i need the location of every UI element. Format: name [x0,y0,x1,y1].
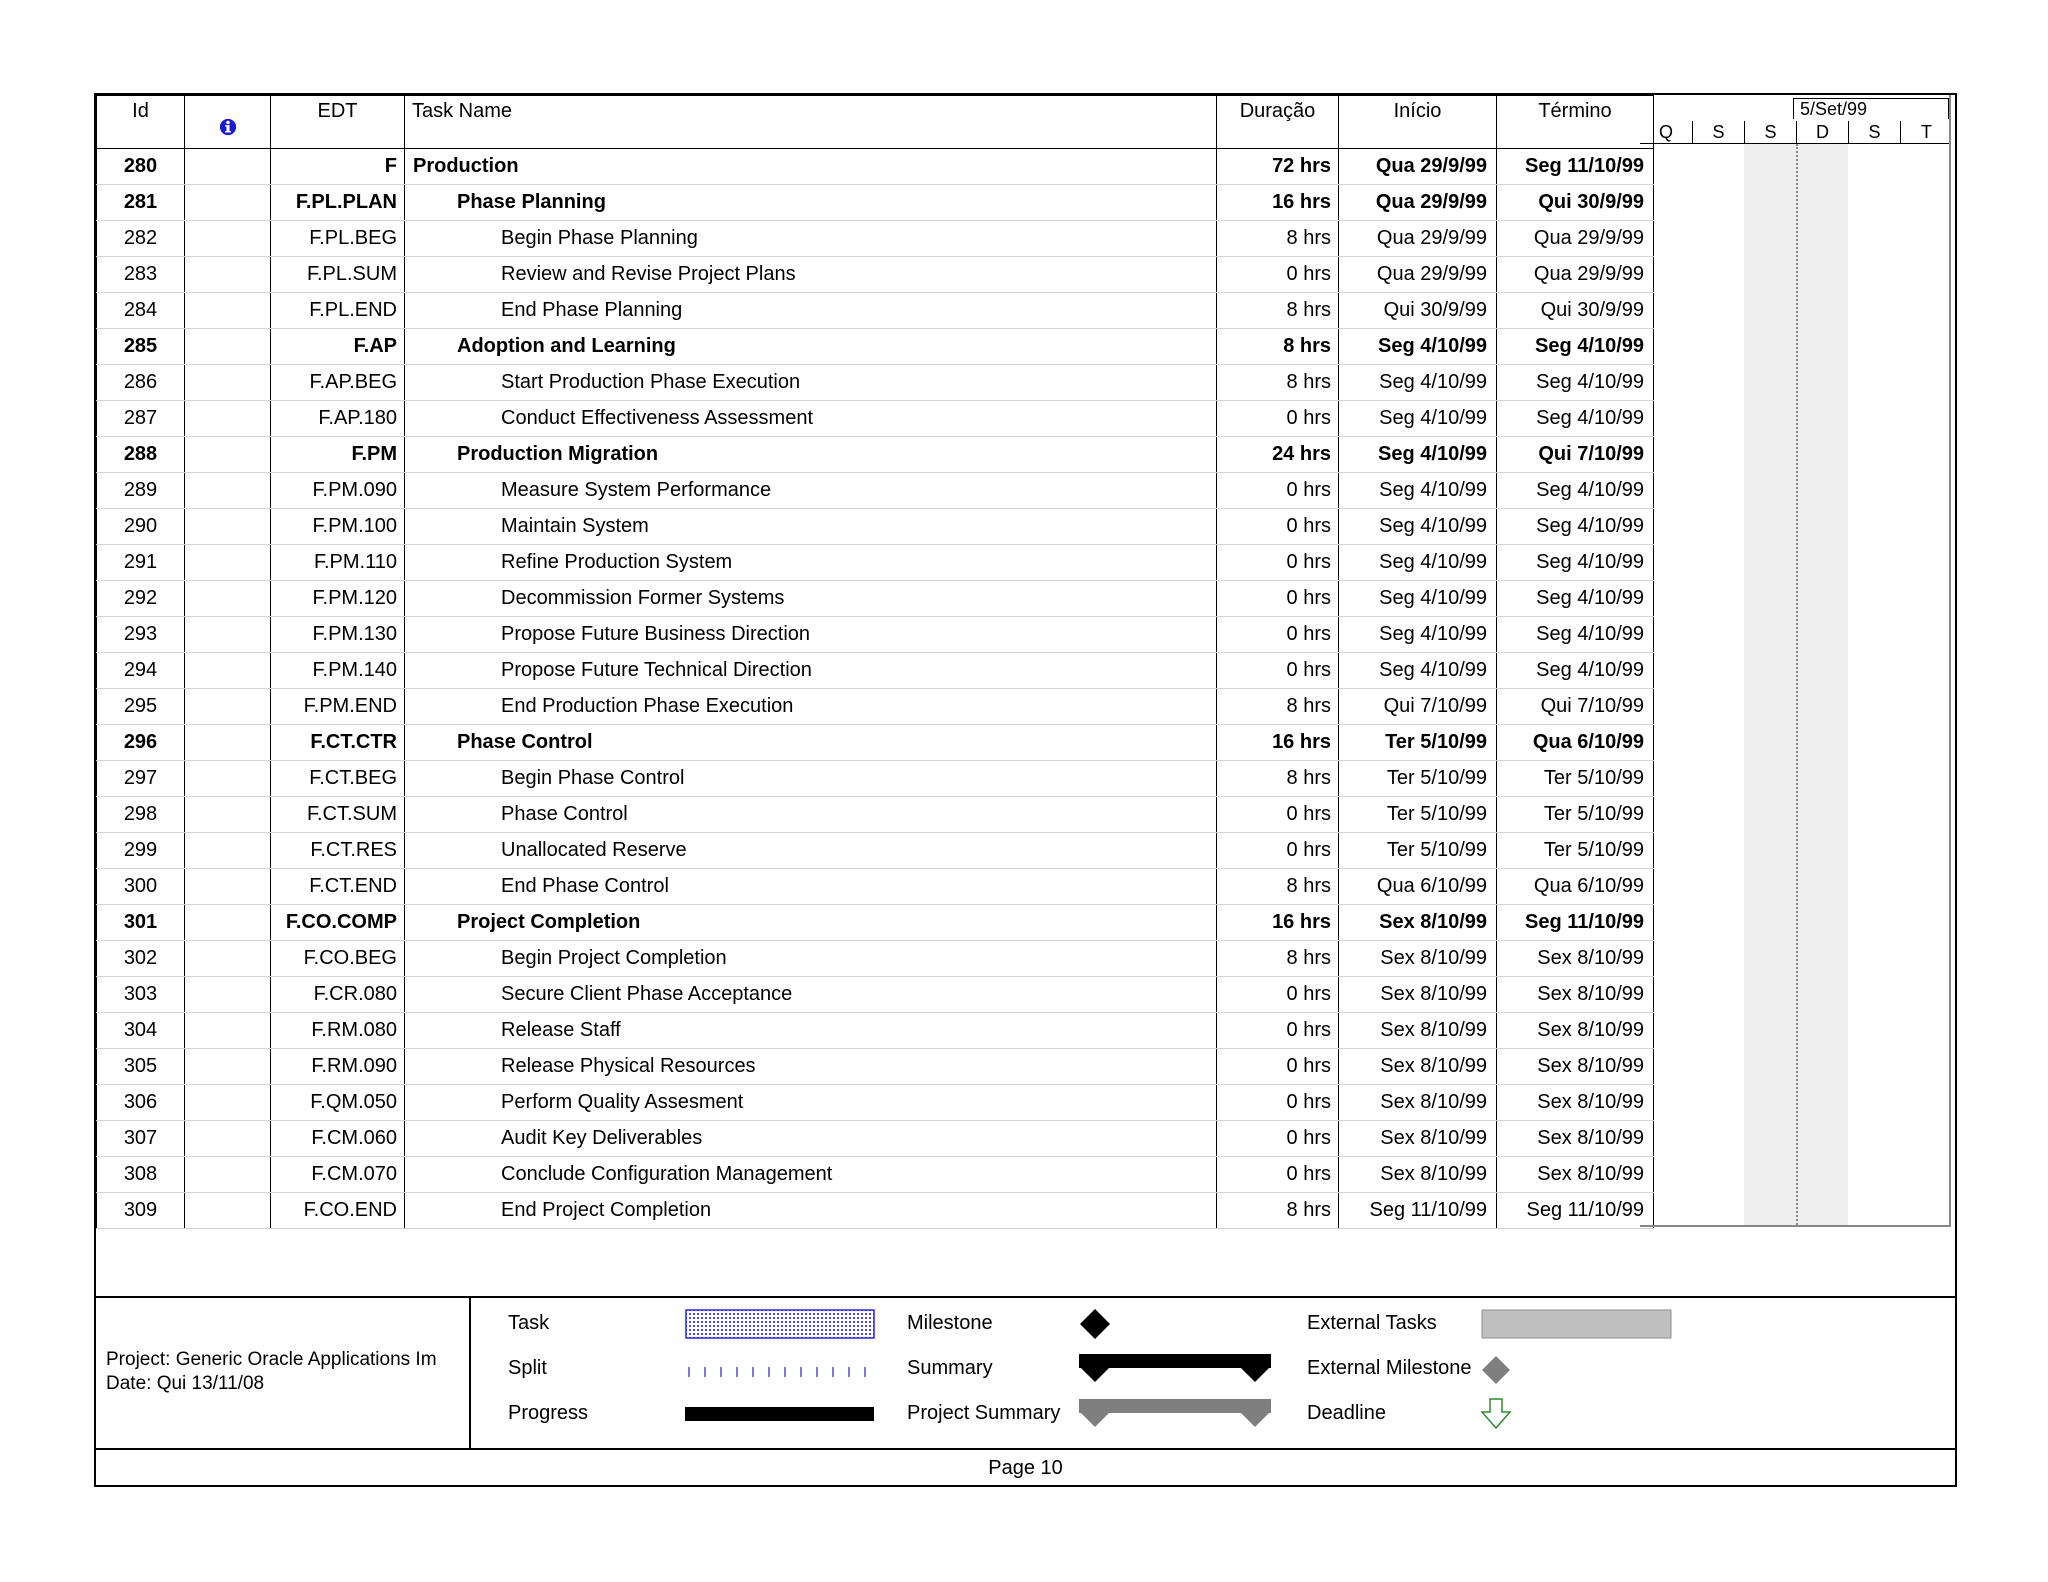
task-indicators [185,1049,271,1085]
task-row[interactable] [97,653,1654,689]
task-edt[interactable]: F.CT.END [271,869,405,905]
legend-progress-bar [685,1406,875,1422]
task-finish[interactable]: Seg 4/10/99 [1497,473,1654,509]
task-edt[interactable]: F.AP.BEG [271,365,405,401]
task-finish[interactable]: Sex 8/10/99 [1497,1013,1654,1049]
task-duration[interactable]: 8 hrs [1217,761,1339,797]
task-name[interactable]: Phase Control [405,797,1217,833]
task-edt[interactable]: F.PM.110 [271,545,405,581]
task-start[interactable]: Seg 4/10/99 [1339,509,1497,545]
task-start[interactable]: Seg 4/10/99 [1339,437,1497,473]
task-row[interactable] [97,401,1654,437]
task-row[interactable] [97,329,1654,365]
task-id[interactable]: 304 [97,1013,185,1049]
timescale-day: S [1692,121,1744,143]
task-row[interactable] [97,689,1654,725]
task-id[interactable]: 301 [97,905,185,941]
task-name[interactable]: Audit Key Deliverables [405,1121,1217,1157]
gantt-sheet [94,93,1957,1487]
col-header-finish[interactable]: Término [1497,96,1654,149]
task-duration[interactable]: 0 hrs [1217,1121,1339,1157]
task-row[interactable] [97,725,1654,761]
task-name[interactable]: Unallocated Reserve [405,833,1217,869]
task-id[interactable]: 290 [97,509,185,545]
task-finish[interactable]: Qua 6/10/99 [1497,725,1654,761]
task-edt[interactable]: F.CO.BEG [271,941,405,977]
task-start[interactable]: Sex 8/10/99 [1339,1049,1497,1085]
task-start[interactable]: Sex 8/10/99 [1339,1085,1497,1121]
task-duration[interactable]: 8 hrs [1217,365,1339,401]
task-row[interactable] [97,1013,1654,1049]
task-duration[interactable]: 8 hrs [1217,689,1339,725]
task-edt[interactable]: F.AP.180 [271,401,405,437]
task-duration[interactable]: 8 hrs [1217,293,1339,329]
task-indicators [185,473,271,509]
task-edt[interactable]: F.PM [271,437,405,473]
task-name[interactable]: Release Staff [405,1013,1217,1049]
task-duration[interactable]: 72 hrs [1217,149,1339,185]
task-duration[interactable]: 8 hrs [1217,1193,1339,1229]
task-edt[interactable]: F.CO.END [271,1193,405,1229]
page-number: Page 10 [988,1457,1063,1479]
task-indicators [185,977,271,1013]
project-name: Project: Generic Oracle Applications Im [106,1349,437,1370]
task-row[interactable] [97,1085,1654,1121]
task-start[interactable]: Sex 8/10/99 [1339,1013,1497,1049]
task-start[interactable]: Ter 5/10/99 [1339,761,1497,797]
task-name[interactable]: Start Production Phase Execution [405,365,1217,401]
task-finish[interactable]: Sex 8/10/99 [1497,941,1654,977]
task-row[interactable] [97,365,1654,401]
task-indicators [185,581,271,617]
legend-progress-label: Progress [508,1402,589,1424]
task-id[interactable]: 289 [97,473,185,509]
task-id[interactable]: 305 [97,1049,185,1085]
timescale-day: S [1744,121,1796,143]
task-id[interactable]: 282 [97,221,185,257]
task-indicators [185,653,271,689]
task-duration[interactable]: 16 hrs [1217,905,1339,941]
task-edt[interactable]: F.AP [271,329,405,365]
task-edt[interactable]: F.PM.120 [271,581,405,617]
legend-external-tasks-bar [1481,1309,1672,1339]
task-finish[interactable]: Sex 8/10/99 [1497,1049,1654,1085]
gantt-bottom-border [1640,1225,1951,1227]
info-icon [219,118,237,136]
legend-deadline-label: Deadline [1307,1402,1386,1424]
task-edt[interactable]: F.PM.100 [271,509,405,545]
task-name[interactable]: Propose Future Technical Direction [405,653,1217,689]
task-duration[interactable]: 8 hrs [1217,941,1339,977]
task-indicators [185,185,271,221]
legend-summary-label: Summary [907,1357,993,1379]
task-finish[interactable]: Ter 5/10/99 [1497,761,1654,797]
task-finish[interactable]: Qui 7/10/99 [1497,437,1654,473]
task-id[interactable]: 284 [97,293,185,329]
task-edt[interactable]: F.CT.RES [271,833,405,869]
task-duration[interactable]: 16 hrs [1217,185,1339,221]
project-info [96,1298,471,1448]
task-start[interactable]: Qua 29/9/99 [1339,185,1497,221]
task-start[interactable]: Seg 11/10/99 [1339,1193,1497,1229]
task-name[interactable]: Decommission Former Systems [405,581,1217,617]
task-start[interactable]: Sex 8/10/99 [1339,977,1497,1013]
legend-external-milestone-label: External Milestone [1307,1357,1472,1379]
task-indicators [185,401,271,437]
task-finish[interactable]: Qui 30/9/99 [1497,185,1654,221]
task-row[interactable] [97,221,1654,257]
task-row[interactable] [97,185,1654,221]
task-row[interactable] [97,1049,1654,1085]
task-start[interactable]: Ter 5/10/99 [1339,797,1497,833]
task-indicators [185,905,271,941]
legend-split-bar [685,1365,875,1379]
task-edt[interactable]: F.PM.130 [271,617,405,653]
legend-task-label: Task [508,1312,550,1334]
task-indicators [185,149,271,185]
task-name[interactable]: Perform Quality Assesment [405,1085,1217,1121]
task-finish[interactable]: Ter 5/10/99 [1497,797,1654,833]
task-duration[interactable]: 16 hrs [1217,725,1339,761]
legend-milestone-label: Milestone [907,1312,993,1334]
task-name[interactable]: Production [405,149,1217,185]
task-name[interactable]: Begin Phase Control [405,761,1217,797]
task-id[interactable]: 285 [97,329,185,365]
task-finish[interactable]: Qui 7/10/99 [1497,689,1654,725]
task-indicators [185,221,271,257]
task-name[interactable]: Propose Future Business Direction [405,617,1217,653]
timescale-day: S [1848,121,1900,143]
deadline-arrow-icon [1480,1397,1512,1431]
legend-split-label: Split [508,1357,547,1379]
col-header-indicators[interactable] [185,96,271,149]
task-finish[interactable]: Seg 11/10/99 [1497,1193,1654,1229]
task-indicators [185,869,271,905]
task-start[interactable]: Ter 5/10/99 [1339,833,1497,869]
col-header-edt[interactable]: EDT [271,96,405,149]
project-date: Date: Qui 13/11/08 [106,1373,265,1394]
task-finish[interactable]: Sex 8/10/99 [1497,1121,1654,1157]
task-name[interactable]: End Production Phase Execution [405,689,1217,725]
task-indicators [185,437,271,473]
task-id[interactable]: 286 [97,365,185,401]
task-edt[interactable]: F.RM.080 [271,1013,405,1049]
task-start[interactable]: Sex 8/10/99 [1339,941,1497,977]
task-duration[interactable]: 0 hrs [1217,473,1339,509]
task-name[interactable]: Refine Production System [405,545,1217,581]
task-duration[interactable]: 0 hrs [1217,653,1339,689]
task-start[interactable]: Seg 4/10/99 [1339,473,1497,509]
task-name[interactable]: Project Completion [405,905,1217,941]
task-id[interactable]: 281 [97,185,185,221]
task-start[interactable]: Sex 8/10/99 [1339,1121,1497,1157]
timescale-day: T [1900,121,1952,143]
col-header-id[interactable]: Id [97,96,185,149]
task-row[interactable] [97,545,1654,581]
task-row[interactable] [97,905,1654,941]
legend-summary-bar [1079,1352,1271,1384]
task-duration[interactable]: 0 hrs [1217,581,1339,617]
task-id[interactable]: 280 [97,149,185,185]
task-duration[interactable]: 0 hrs [1217,545,1339,581]
task-duration[interactable]: 8 hrs [1217,329,1339,365]
task-start[interactable]: Seg 4/10/99 [1339,617,1497,653]
col-header-start[interactable]: Início [1339,96,1497,149]
task-id[interactable]: 292 [97,581,185,617]
task-row[interactable] [97,473,1654,509]
task-indicators [185,329,271,365]
task-row[interactable] [97,869,1654,905]
task-duration[interactable]: 24 hrs [1217,437,1339,473]
task-duration[interactable]: 0 hrs [1217,509,1339,545]
task-start[interactable]: Seg 4/10/99 [1339,401,1497,437]
task-start[interactable]: Sex 8/10/99 [1339,905,1497,941]
task-id[interactable]: 288 [97,437,185,473]
task-edt[interactable]: F.CM.070 [271,1157,405,1193]
task-name[interactable]: Secure Client Phase Acceptance [405,977,1217,1013]
task-edt[interactable]: F [271,149,405,185]
task-edt[interactable]: F.CO.COMP [271,905,405,941]
task-start[interactable]: Qua 29/9/99 [1339,221,1497,257]
task-edt[interactable]: F.PL.BEG [271,221,405,257]
task-indicators [185,1085,271,1121]
task-start[interactable]: Seg 4/10/99 [1339,365,1497,401]
task-name[interactable]: End Phase Control [405,869,1217,905]
legend-project-summary-label: Project Summary [907,1402,1061,1424]
task-start[interactable]: Seg 4/10/99 [1339,329,1497,365]
task-indicators [185,257,271,293]
task-name[interactable]: End Project Completion [405,1193,1217,1229]
task-finish[interactable]: Qui 30/9/99 [1497,293,1654,329]
task-name[interactable]: Phase Planning [405,185,1217,221]
task-edt[interactable]: F.RM.090 [271,1049,405,1085]
task-name[interactable]: Conduct Effectiveness Assessment [405,401,1217,437]
task-id[interactable]: 307 [97,1121,185,1157]
task-start[interactable]: Seg 4/10/99 [1339,545,1497,581]
task-duration[interactable]: 8 hrs [1217,221,1339,257]
task-row[interactable] [97,509,1654,545]
task-duration[interactable]: 0 hrs [1217,401,1339,437]
task-id[interactable]: 283 [97,257,185,293]
task-indicators [185,941,271,977]
task-indicators [185,761,271,797]
task-indicators [185,617,271,653]
task-id[interactable]: 297 [97,761,185,797]
task-finish[interactable]: Seg 4/10/99 [1497,329,1654,365]
task-indicators [185,1121,271,1157]
task-indicators [185,1013,271,1049]
task-edt[interactable]: F.CT.BEG [271,761,405,797]
task-duration[interactable]: 0 hrs [1217,1013,1339,1049]
task-duration[interactable]: 8 hrs [1217,869,1339,905]
task-start[interactable]: Ter 5/10/99 [1339,725,1497,761]
task-finish[interactable]: Seg 4/10/99 [1497,617,1654,653]
task-id[interactable]: 303 [97,977,185,1013]
task-name[interactable]: End Phase Planning [405,293,1217,329]
task-finish[interactable]: Sex 8/10/99 [1497,1085,1654,1121]
task-indicators [185,509,271,545]
task-finish[interactable]: Seg 4/10/99 [1497,545,1654,581]
task-indicators [185,1193,271,1229]
task-indicators [185,365,271,401]
task-row[interactable] [97,941,1654,977]
task-row[interactable] [97,833,1654,869]
task-name[interactable]: Adoption and Learning [405,329,1217,365]
task-id[interactable]: 287 [97,401,185,437]
task-edt[interactable]: F.CT.SUM [271,797,405,833]
task-id[interactable]: 296 [97,725,185,761]
gantt-chart [1640,95,1951,1227]
task-id[interactable]: 302 [97,941,185,977]
task-duration[interactable]: 0 hrs [1217,617,1339,653]
legend-task-bar [685,1309,875,1339]
task-edt[interactable]: F.CM.060 [271,1121,405,1157]
timescale-week-label: 5/Set/99 [1793,98,1949,119]
task-finish[interactable]: Qua 29/9/99 [1497,257,1654,293]
task-row[interactable] [97,257,1654,293]
task-duration[interactable]: 0 hrs [1217,1085,1339,1121]
task-list [97,149,1654,1229]
task-id[interactable]: 299 [97,833,185,869]
task-name[interactable]: Review and Revise Project Plans [405,257,1217,293]
task-row[interactable] [97,1121,1654,1157]
task-edt[interactable]: F.PL.SUM [271,257,405,293]
task-start[interactable]: Sex 8/10/99 [1339,1157,1497,1193]
timescale-day: D [1796,121,1848,143]
task-finish[interactable]: Seg 4/10/99 [1497,653,1654,689]
task-edt[interactable]: F.CR.080 [271,977,405,1013]
task-edt[interactable]: F.PM.090 [271,473,405,509]
task-edt[interactable]: F.PL.END [271,293,405,329]
page-footer [96,1296,1955,1450]
task-edt[interactable]: F.PL.PLAN [271,185,405,221]
task-id[interactable]: 298 [97,797,185,833]
task-row[interactable] [97,293,1654,329]
task-finish[interactable]: Seg 4/10/99 [1497,365,1654,401]
task-start[interactable]: Qui 7/10/99 [1339,689,1497,725]
task-finish[interactable]: Qua 6/10/99 [1497,869,1654,905]
task-id[interactable]: 293 [97,617,185,653]
legend-external-tasks-label: External Tasks [1307,1312,1437,1334]
timescale-header [1640,95,1951,144]
task-finish[interactable]: Seg 4/10/99 [1497,509,1654,545]
external-milestone-diamond-icon [1480,1354,1512,1386]
task-indicators [185,833,271,869]
task-start[interactable]: Qua 6/10/99 [1339,869,1497,905]
task-indicators [185,725,271,761]
task-row[interactable] [97,617,1654,653]
task-edt[interactable]: F.CT.CTR [271,725,405,761]
task-table [96,95,1654,1229]
gantt-right-border [1949,95,1951,1227]
task-duration[interactable]: 0 hrs [1217,257,1339,293]
task-id[interactable]: 295 [97,689,185,725]
col-header-duration[interactable]: Duração [1217,96,1339,149]
task-id[interactable]: 291 [97,545,185,581]
timescale-days [1640,121,1951,143]
task-edt[interactable]: F.PM.140 [271,653,405,689]
timescale-day: Q [1658,122,1673,142]
task-row[interactable] [97,1157,1654,1193]
task-indicators [185,797,271,833]
task-edt[interactable]: F.PM.END [271,689,405,725]
task-indicators [185,1157,271,1193]
task-name[interactable]: Production Migration [405,437,1217,473]
task-duration[interactable]: 0 hrs [1217,1157,1339,1193]
task-finish[interactable]: Qua 29/9/99 [1497,221,1654,257]
milestone-diamond-icon [1079,1308,1111,1340]
task-indicators [185,545,271,581]
status-date-line [1796,144,1798,1225]
task-finish[interactable]: Seg 11/10/99 [1497,905,1654,941]
task-row[interactable] [97,1193,1654,1229]
task-finish[interactable]: Sex 8/10/99 [1497,977,1654,1013]
task-start[interactable]: Qua 29/9/99 [1339,257,1497,293]
task-row[interactable] [97,761,1654,797]
task-name[interactable]: Maintain System [405,509,1217,545]
task-finish[interactable]: Seg 4/10/99 [1497,581,1654,617]
task-row[interactable] [97,797,1654,833]
task-row[interactable] [97,149,1654,185]
task-start[interactable]: Qua 29/9/99 [1339,149,1497,185]
task-finish[interactable]: Seg 11/10/99 [1497,149,1654,185]
task-start[interactable]: Qui 30/9/99 [1339,293,1497,329]
table-header-row [97,96,1654,149]
task-finish[interactable]: Sex 8/10/99 [1497,1157,1654,1193]
task-indicators [185,689,271,725]
task-name[interactable]: Conclude Configuration Management [405,1157,1217,1193]
task-finish[interactable]: Seg 4/10/99 [1497,401,1654,437]
task-id[interactable]: 309 [97,1193,185,1229]
task-row[interactable] [97,977,1654,1013]
task-id[interactable]: 300 [97,869,185,905]
task-row[interactable] [97,437,1654,473]
task-name[interactable]: Phase Control [405,725,1217,761]
task-id[interactable]: 308 [97,1157,185,1193]
task-row[interactable] [97,581,1654,617]
task-id[interactable]: 294 [97,653,185,689]
task-name[interactable]: Begin Phase Planning [405,221,1217,257]
task-duration[interactable]: 0 hrs [1217,977,1339,1013]
task-indicators [185,293,271,329]
task-name[interactable]: Release Physical Resources [405,1049,1217,1085]
task-name[interactable]: Measure System Performance [405,473,1217,509]
task-duration[interactable]: 0 hrs [1217,797,1339,833]
task-name[interactable]: Begin Project Completion [405,941,1217,977]
task-edt[interactable]: F.QM.050 [271,1085,405,1121]
col-header-task-name[interactable]: Task Name [405,96,1217,149]
legend-project-summary-bar [1079,1397,1271,1429]
task-duration[interactable]: 0 hrs [1217,833,1339,869]
task-id[interactable]: 306 [97,1085,185,1121]
task-start[interactable]: Seg 4/10/99 [1339,653,1497,689]
task-duration[interactable]: 0 hrs [1217,1049,1339,1085]
task-finish[interactable]: Ter 5/10/99 [1497,833,1654,869]
task-start[interactable]: Seg 4/10/99 [1339,581,1497,617]
